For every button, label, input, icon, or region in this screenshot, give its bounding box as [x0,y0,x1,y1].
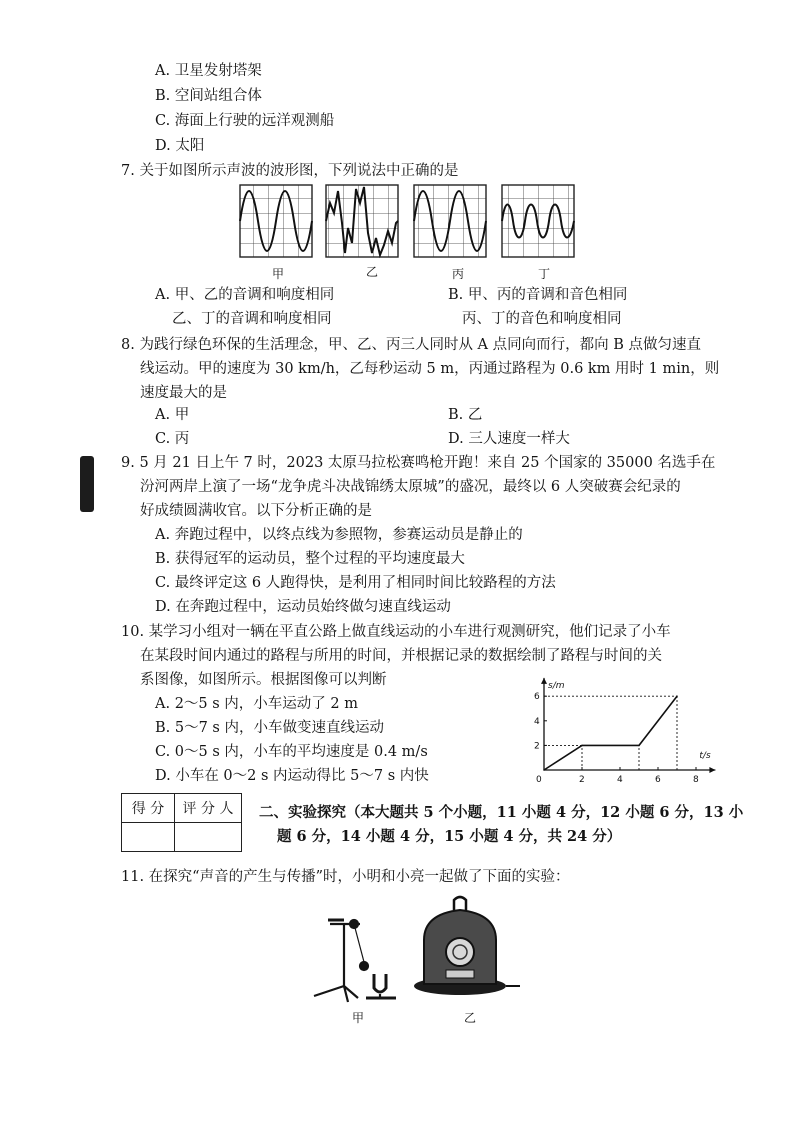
q9-stem-line2: 汾河两岸上演了一场“龙争虎斗决战锦绣太原城”的盛况，最终以 6 人突破赛会纪录的 [140,479,681,495]
x-tick-label: 2 [579,775,585,785]
y-tick-label: 2 [534,741,540,752]
q8-stem-line1: 8. 为践行绿色环保的生活理念，甲、乙、丙三人同时从 A 点同向而行，都向 B 点做匀速直 [121,337,702,353]
waveform-bing [414,185,486,257]
q7-stem: 7. 关于如图所示声波的波形图，下列说法中正确的是 [121,163,459,179]
q9-option-d: D. 在奔跑过程中，运动员始终做匀速直线运动 [155,599,451,615]
x-axis-arrow [709,767,715,773]
st-graph [530,670,720,785]
q9-option-a: A. 奔跑过程中，以终点线为参照物，参赛运动员是静止的 [155,527,523,543]
scan-ink-mark [80,456,94,512]
x-tick-label: 4 [617,775,623,785]
series-line [544,696,677,770]
q6-option-d: D. 太阳 [155,138,205,154]
q9-stem-line3: 好成绩圆满收官。以下分析正确的是 [140,503,372,519]
q11-figures [300,890,530,1010]
fig-label-yi: 乙 [464,1011,477,1025]
x-tick-label: 8 [693,775,699,785]
x-tick-label: 0 [536,775,542,785]
q9-option-c: C. 最终评定这 6 人跑得快，是利用了相同时间比较路程的方法 [155,575,556,591]
waveform-jia [240,185,312,257]
q10-option-a: A. 2～5 s 内，小车运动了 2 m [155,696,358,712]
q11-stem: 11. 在探究“声音的产生与传播”时，小明和小亮一起做了下面的实验： [121,869,570,885]
fig-label-jia: 甲 [352,1011,365,1025]
x-axis-label: t/s [699,751,711,761]
q8-stem-line2: 线运动。甲的速度为 30 km/h，乙每秒运动 5 m，丙通过路程为 0.6 km 用时 1 min，则 [140,361,720,377]
score-table [121,793,242,852]
q9-stem-line1: 9. 5 月 21 日上午 7 时，2023 太原马拉松赛鸣枪开跑！来自 25 个国家的 35000 名选手在 [121,455,716,471]
section2-heading-line1: 二、实验探究（本大题共 5 个小题，11 小题 4 分，12 小题 6 分，13 小 [259,804,744,821]
q7-option-b: B. 甲、丙的音调和音色相同 [448,287,628,303]
x-tick-label: 6 [655,775,661,785]
wave-label-jia: 甲 [272,267,285,281]
q9-option-b: B. 获得冠军的运动员，整个过程的平均速度最大 [155,551,465,567]
data-point [581,745,583,747]
y-axis-label: s/m [548,680,565,691]
q10-stem-line2: 在某段时间内通过的路程与所用的时间，并根据记录的数据绘制了路程与时间的关 [140,648,662,664]
wave-label-bing: 丙 [452,267,465,281]
q6-option-b: B. 空间站组合体 [155,88,262,104]
q8-stem-line3: 速度最大的是 [140,385,227,401]
q7-option-c: 乙、丁的音调和响度相同 [172,311,332,327]
tuning-fork-pendulum-figure [314,920,396,1002]
waveform-ding [502,185,574,257]
q8-option-b: B. 乙 [448,407,483,423]
q10-stem-line3: 系图像，如图所示。根据图像可以判断 [140,672,387,688]
q8-option-a: A. 甲 [155,407,190,423]
y-tick-label: 4 [534,716,540,727]
waveform-yi [326,185,398,257]
q10-option-c: C. 0～5 s 内，小车的平均速度是 0.4 m/s [155,744,428,760]
q6-option-a: A. 卫星发射塔架 [155,63,262,79]
q8-option-d: D. 三人速度一样大 [448,431,570,447]
grader-cell[interactable] [175,823,242,852]
bell-jar-figure [414,897,520,995]
q7-waveforms [238,183,598,263]
q7-option-a: A. 甲、乙的音调和响度相同 [155,287,335,303]
q7-option-d: 丙、丁的音色和响度相同 [462,311,622,327]
q10-option-b: B. 5～7 s 内，小车做变速直线运动 [155,720,384,736]
data-point [638,745,640,747]
data-point [676,695,678,697]
data-point [543,769,545,771]
q8-option-c: C. 丙 [155,431,190,447]
grader-header: 评 分 人 [175,794,242,823]
y-tick-label: 6 [534,692,540,703]
q10-option-d: D. 小车在 0～2 s 内运动得比 5～7 s 内快 [155,768,429,784]
score-header: 得 分 [122,794,175,823]
score-cell[interactable] [122,823,175,852]
section2-heading-line2: 题 6 分，14 小题 4 分，15 小题 4 分，共 24 分） [277,828,622,845]
y-axis-arrow [541,678,547,684]
q6-option-c: C. 海面上行驶的远洋观测船 [155,113,335,129]
wave-label-ding: 丁 [538,267,551,281]
q10-stem-line1: 10. 某学习小组对一辆在平直公路上做直线运动的小车进行观测研究，他们记录了小车 [121,624,671,640]
wave-label-yi: 乙 [366,265,379,279]
